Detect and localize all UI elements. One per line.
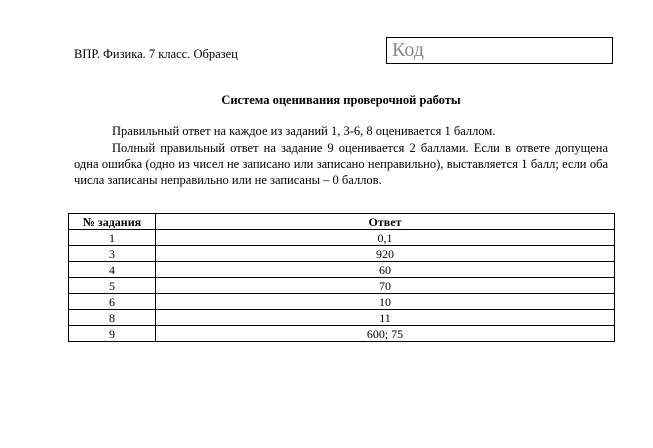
table-header-row — [69, 214, 615, 230]
task-number-cell: 8 — [69, 310, 156, 326]
answer-cell: 60 — [156, 262, 615, 278]
column-header-task-number: № задания — [69, 214, 156, 230]
answer-cell: 600; 75 — [156, 326, 615, 342]
answer-cell: 920 — [156, 246, 615, 262]
task-number-cell: 3 — [69, 246, 156, 262]
table-row — [69, 310, 615, 326]
section-title: Система оценивания проверочной работы — [221, 93, 461, 107]
scoring-paragraph-1: Правильный ответ на каждое из заданий 1, 3-6, 8 оценивается 1 баллом. — [112, 124, 496, 138]
table-row — [69, 246, 615, 262]
answers-table — [68, 213, 615, 342]
answer-cell: 11 — [156, 310, 615, 326]
answer-cell: 10 — [156, 294, 615, 310]
answer-cell: 70 — [156, 278, 615, 294]
table-row — [69, 262, 615, 278]
table-row — [69, 278, 615, 294]
task-number-cell: 5 — [69, 278, 156, 294]
answer-cell: 0,1 — [156, 230, 615, 246]
table-row — [69, 230, 615, 246]
task-number-cell: 1 — [69, 230, 156, 246]
table-row — [69, 294, 615, 310]
code-field: Код — [386, 37, 613, 64]
column-header-answer: Ответ — [156, 214, 615, 230]
scoring-paragraph-2: Полный правильный ответ на задание 9 оценивается 2 баллами. Если в ответе допущена одна ошибка (одно из чисел не записано или записано неправильно), выставляется 1 балл; если оба числа записаны неправильно или не записаны – 0 баллов. — [74, 141, 608, 187]
task-number-cell: 9 — [69, 326, 156, 342]
document-header-title: ВПР. Физика. 7 класс. Образец — [74, 47, 238, 61]
task-number-cell: 4 — [69, 262, 156, 278]
task-number-cell: 6 — [69, 294, 156, 310]
table-row — [69, 326, 615, 342]
